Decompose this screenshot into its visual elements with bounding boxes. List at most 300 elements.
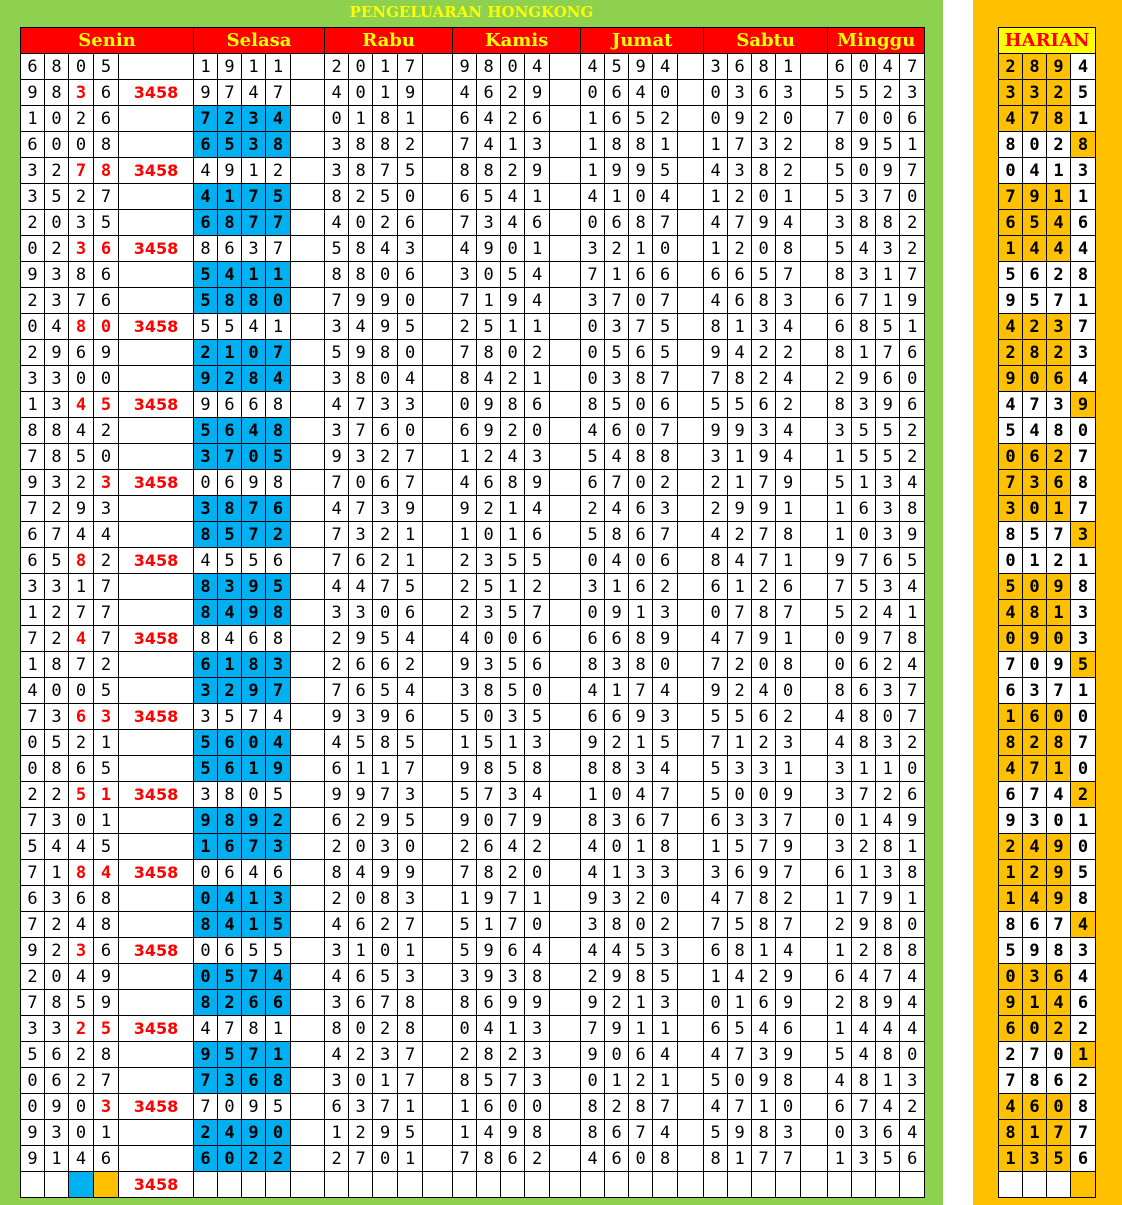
senin-label-cell (119, 340, 194, 366)
digit-cell: 8 (776, 1068, 801, 1094)
table-row (21, 990, 925, 1016)
digit-cell: 8 (728, 366, 752, 392)
spacer-cell (423, 626, 453, 652)
harian-digit-cell: 5 (1023, 210, 1047, 236)
digit-cell: 7 (373, 990, 398, 1016)
digit-cell: 9 (776, 990, 801, 1016)
harian-digit-cell: 0 (1023, 366, 1047, 392)
digit-cell: 0 (876, 106, 900, 132)
digit-cell: 6 (373, 652, 398, 678)
digit-cell: 6 (21, 548, 45, 574)
harian-digit-cell: 4 (1071, 366, 1096, 392)
digit-cell (453, 1172, 477, 1198)
spacer-cell (423, 860, 453, 886)
digit-cell: 4 (325, 392, 349, 418)
digit-cell: 9 (704, 678, 728, 704)
digit-cell: 0 (373, 938, 398, 964)
digit-cell: 3 (398, 236, 423, 262)
digit-cell: 8 (94, 912, 119, 938)
senin-label-cell (119, 496, 194, 522)
digit-cell: 4 (501, 444, 525, 470)
digit-cell: 9 (828, 548, 852, 574)
digit-cell: 6 (653, 262, 678, 288)
digit-cell: 7 (752, 548, 776, 574)
digit-cell: 9 (94, 340, 119, 366)
digit-cell: 1 (398, 548, 423, 574)
digit-cell: 2 (653, 106, 678, 132)
senin-label-cell (119, 210, 194, 236)
digit-cell (852, 1172, 876, 1198)
digit-cell: 6 (45, 1068, 69, 1094)
digit-cell: 8 (45, 54, 69, 80)
digit-cell: 9 (194, 1042, 218, 1068)
spacer-cell (423, 964, 453, 990)
harian-digit-cell: 6 (999, 782, 1023, 808)
digit-cell: 2 (373, 912, 398, 938)
digit-cell: 4 (373, 236, 398, 262)
digit-cell: 8 (398, 1016, 423, 1042)
digit-cell: 1 (776, 626, 801, 652)
digit-cell: 7 (629, 678, 653, 704)
digit-cell: 9 (704, 340, 728, 366)
digit-cell: 2 (605, 990, 629, 1016)
harian-digit-cell: 8 (1047, 106, 1071, 132)
spacer-cell (550, 652, 581, 678)
digit-cell: 7 (453, 132, 477, 158)
digit-cell: 2 (266, 1146, 291, 1172)
senin-label-cell: 3458 (119, 236, 194, 262)
digit-cell: 3 (581, 912, 605, 938)
digit-cell: 9 (605, 1016, 629, 1042)
spacer-cell (801, 314, 828, 340)
digit-cell: 8 (477, 1042, 501, 1068)
digit-cell: 2 (900, 1094, 925, 1120)
senin-label-cell (119, 444, 194, 470)
table-row (21, 1016, 925, 1042)
spacer-cell (423, 392, 453, 418)
digit-cell: 8 (218, 808, 242, 834)
harian-digit-cell: 8 (1047, 938, 1071, 964)
spacer-cell (291, 600, 325, 626)
spacer-cell (550, 496, 581, 522)
digit-cell: 4 (325, 574, 349, 600)
digit-cell: 0 (218, 1094, 242, 1120)
digit-cell: 2 (373, 444, 398, 470)
digit-cell: 8 (629, 652, 653, 678)
digit-cell: 2 (501, 80, 525, 106)
digit-cell: 3 (242, 236, 266, 262)
day-header-senin: Senin (21, 28, 194, 54)
harian-digit-cell: 3 (999, 80, 1023, 106)
digit-cell: 4 (525, 782, 550, 808)
digit-cell: 3 (453, 262, 477, 288)
harian-row (999, 184, 1096, 210)
digit-cell: 4 (629, 80, 653, 106)
digit-cell: 8 (453, 1068, 477, 1094)
harian-row (999, 158, 1096, 184)
digit-cell: 1 (852, 860, 876, 886)
digit-cell (21, 1172, 45, 1198)
digit-cell: 1 (828, 938, 852, 964)
digit-cell: 4 (69, 1146, 94, 1172)
digit-cell: 8 (398, 990, 423, 1016)
digit-cell: 4 (900, 470, 925, 496)
harian-digit-cell: 4 (1023, 418, 1047, 444)
digit-cell: 3 (852, 392, 876, 418)
digit-cell: 2 (21, 210, 45, 236)
digit-cell: 5 (94, 834, 119, 860)
digit-cell: 0 (629, 418, 653, 444)
harian-digit-cell: 6 (1023, 912, 1047, 938)
harian-digit-cell: 7 (1071, 496, 1096, 522)
digit-cell: 1 (501, 522, 525, 548)
digit-cell: 9 (349, 288, 373, 314)
digit-cell: 2 (728, 652, 752, 678)
digit-cell: 0 (752, 652, 776, 678)
digit-cell: 8 (629, 210, 653, 236)
digit-cell: 1 (373, 54, 398, 80)
digit-cell: 3 (501, 782, 525, 808)
spacer-cell (678, 158, 704, 184)
digit-cell: 4 (266, 964, 291, 990)
spacer-cell (801, 522, 828, 548)
spacer-cell (291, 860, 325, 886)
digit-cell: 2 (218, 990, 242, 1016)
day-header-minggu: Minggu (828, 28, 925, 54)
digit-cell: 1 (852, 470, 876, 496)
digit-cell: 5 (728, 912, 752, 938)
digit-cell: 6 (94, 938, 119, 964)
digit-cell: 5 (194, 314, 218, 340)
digit-cell: 6 (218, 938, 242, 964)
spacer-cell (550, 1068, 581, 1094)
harian-row (999, 1016, 1096, 1042)
spacer-cell (550, 1172, 581, 1198)
digit-cell: 2 (704, 470, 728, 496)
digit-cell: 5 (852, 418, 876, 444)
digit-cell: 6 (704, 1016, 728, 1042)
digit-cell: 6 (728, 288, 752, 314)
digit-cell: 7 (653, 366, 678, 392)
digit-cell: 3 (242, 132, 266, 158)
digit-cell: 6 (242, 1068, 266, 1094)
digit-cell: 9 (653, 626, 678, 652)
spacer-cell (291, 1068, 325, 1094)
digit-cell: 2 (605, 236, 629, 262)
digit-cell: 8 (501, 470, 525, 496)
table-row (21, 106, 925, 132)
digit-cell: 3 (94, 704, 119, 730)
digit-cell: 5 (876, 444, 900, 470)
digit-cell: 6 (876, 1120, 900, 1146)
harian-digit-cell: 7 (1023, 106, 1047, 132)
digit-cell: 6 (218, 834, 242, 860)
digit-cell: 4 (477, 132, 501, 158)
digit-cell: 1 (629, 990, 653, 1016)
digit-cell: 5 (266, 444, 291, 470)
digit-cell: 8 (852, 314, 876, 340)
harian-digit-cell: 9 (999, 366, 1023, 392)
digit-cell: 3 (605, 366, 629, 392)
digit-cell: 5 (398, 574, 423, 600)
digit-cell: 6 (398, 600, 423, 626)
digit-cell: 4 (218, 626, 242, 652)
spacer-cell (801, 418, 828, 444)
digit-cell: 6 (629, 808, 653, 834)
digit-cell: 2 (218, 366, 242, 392)
harian-digit-cell: 0 (1023, 496, 1047, 522)
digit-cell: 7 (776, 808, 801, 834)
digit-cell: 9 (728, 1120, 752, 1146)
harian-digit-cell: 4 (1023, 886, 1047, 912)
digit-cell: 9 (21, 1120, 45, 1146)
digit-cell: 1 (21, 652, 45, 678)
digit-cell: 4 (581, 860, 605, 886)
spacer-cell (550, 1120, 581, 1146)
harian-digit-cell: 1 (999, 704, 1023, 730)
table-row (21, 444, 925, 470)
harian-digit-cell: 2 (1047, 1016, 1071, 1042)
digit-cell: 0 (876, 704, 900, 730)
digit-cell: 0 (581, 314, 605, 340)
digit-cell: 4 (69, 834, 94, 860)
table-row (21, 340, 925, 366)
harian-digit-cell: 6 (999, 210, 1023, 236)
digit-cell: 5 (218, 132, 242, 158)
harian-digit-cell: 3 (1023, 470, 1047, 496)
digit-cell: 4 (453, 470, 477, 496)
harian-row (999, 652, 1096, 678)
digit-cell: 5 (704, 704, 728, 730)
digit-cell: 6 (525, 626, 550, 652)
harian-digit-cell: 3 (1071, 522, 1096, 548)
digit-cell: 1 (728, 1146, 752, 1172)
harian-digit-cell: 6 (1047, 1068, 1071, 1094)
spacer-cell (801, 730, 828, 756)
digit-cell: 7 (194, 1094, 218, 1120)
digit-cell: 6 (242, 990, 266, 1016)
digit-cell: 6 (704, 574, 728, 600)
digit-cell: 0 (453, 392, 477, 418)
digit-cell: 6 (266, 990, 291, 1016)
harian-row (999, 522, 1096, 548)
digit-cell: 1 (704, 236, 728, 262)
digit-cell: 7 (21, 444, 45, 470)
digit-cell: 2 (325, 652, 349, 678)
digit-cell: 4 (501, 834, 525, 860)
digit-cell: 6 (349, 990, 373, 1016)
spacer-cell (801, 600, 828, 626)
digit-cell: 0 (477, 262, 501, 288)
digit-cell: 8 (242, 652, 266, 678)
digit-cell (477, 1172, 501, 1198)
digit-cell: 4 (900, 990, 925, 1016)
digit-cell: 5 (45, 730, 69, 756)
digit-cell: 9 (477, 418, 501, 444)
digit-cell: 0 (349, 470, 373, 496)
spacer-cell (678, 704, 704, 730)
spacer-cell (291, 938, 325, 964)
digit-cell: 4 (242, 314, 266, 340)
digit-cell: 7 (21, 808, 45, 834)
digit-cell: 7 (242, 184, 266, 210)
digit-cell: 5 (398, 314, 423, 340)
digit-cell: 8 (194, 236, 218, 262)
digit-cell: 4 (581, 678, 605, 704)
harian-digit-cell: 1 (1047, 600, 1071, 626)
digit-cell: 2 (398, 132, 423, 158)
digit-cell: 2 (776, 392, 801, 418)
digit-cell: 8 (325, 184, 349, 210)
digit-cell: 3 (525, 1016, 550, 1042)
digit-cell: 1 (398, 1094, 423, 1120)
digit-cell: 7 (349, 496, 373, 522)
harian-row (999, 912, 1096, 938)
digit-cell: 9 (501, 990, 525, 1016)
digit-cell: 5 (581, 522, 605, 548)
digit-cell: 4 (325, 1042, 349, 1068)
harian-digit-cell: 0 (1071, 704, 1096, 730)
senin-label-cell (119, 600, 194, 626)
digit-cell: 1 (629, 236, 653, 262)
senin-label-cell: 3458 (119, 80, 194, 106)
digit-cell: 8 (900, 496, 925, 522)
digit-cell: 7 (605, 470, 629, 496)
digit-cell: 0 (477, 704, 501, 730)
spacer-cell (423, 1042, 453, 1068)
digit-cell: 3 (194, 444, 218, 470)
digit-cell: 9 (94, 990, 119, 1016)
digit-cell: 9 (581, 730, 605, 756)
harian-digit-cell: 1 (1023, 1120, 1047, 1146)
digit-cell: 4 (194, 1016, 218, 1042)
digit-cell: 7 (373, 782, 398, 808)
digit-cell: 3 (218, 574, 242, 600)
digit-cell: 4 (876, 1016, 900, 1042)
spacer-cell (678, 860, 704, 886)
digit-cell: 8 (704, 548, 728, 574)
digit-cell: 0 (373, 366, 398, 392)
digit-cell: 8 (266, 470, 291, 496)
digit-cell: 7 (218, 444, 242, 470)
digit-cell: 4 (194, 184, 218, 210)
harian-digit-cell: 2 (1071, 1068, 1096, 1094)
digit-cell: 7 (325, 678, 349, 704)
harian-digit-cell (1023, 1172, 1047, 1198)
day-header-selasa: Selasa (194, 28, 325, 54)
digit-cell: 9 (453, 496, 477, 522)
digit-cell: 8 (704, 1146, 728, 1172)
spacer-cell (550, 704, 581, 730)
digit-cell: 4 (218, 886, 242, 912)
digit-cell: 3 (325, 938, 349, 964)
digit-cell: 8 (94, 886, 119, 912)
digit-cell: 8 (876, 834, 900, 860)
digit-cell: 3 (900, 80, 925, 106)
digit-cell: 2 (69, 1042, 94, 1068)
digit-cell: 9 (525, 808, 550, 834)
digit-cell: 3 (21, 1016, 45, 1042)
digit-cell: 9 (525, 80, 550, 106)
digit-cell: 6 (218, 392, 242, 418)
digit-cell: 5 (605, 340, 629, 366)
digit-cell: 9 (525, 990, 550, 1016)
digit-cell: 8 (242, 366, 266, 392)
digit-cell: 7 (776, 1146, 801, 1172)
harian-row (999, 808, 1096, 834)
digit-cell: 6 (325, 756, 349, 782)
table-row (21, 314, 925, 340)
harian-digit-cell: 5 (1023, 288, 1047, 314)
digit-cell: 9 (21, 470, 45, 496)
digit-cell: 1 (218, 184, 242, 210)
digit-cell: 9 (876, 886, 900, 912)
harian-digit-cell: 0 (1071, 418, 1096, 444)
digit-cell: 3 (69, 210, 94, 236)
digit-cell: 1 (525, 366, 550, 392)
digit-cell: 7 (242, 1042, 266, 1068)
digit-cell: 4 (525, 288, 550, 314)
spacer-cell (550, 262, 581, 288)
senin-label-cell (119, 678, 194, 704)
digit-cell: 8 (477, 54, 501, 80)
digit-cell: 3 (728, 756, 752, 782)
digit-cell: 6 (525, 522, 550, 548)
spacer-cell (678, 912, 704, 938)
digit-cell: 3 (900, 1068, 925, 1094)
spacer-cell (550, 340, 581, 366)
harian-digit-cell: 7 (1071, 314, 1096, 340)
harian-digit-cell: 2 (999, 834, 1023, 860)
digit-cell (45, 1172, 69, 1198)
spacer-cell (423, 418, 453, 444)
spacer-cell (801, 1172, 828, 1198)
digit-cell: 3 (349, 704, 373, 730)
digit-cell: 6 (605, 1120, 629, 1146)
digit-cell: 2 (629, 1068, 653, 1094)
digit-cell: 8 (94, 158, 119, 184)
digit-cell: 4 (581, 418, 605, 444)
harian-digit-cell: 7 (1071, 730, 1096, 756)
spacer-cell (291, 704, 325, 730)
harian-row (999, 1120, 1096, 1146)
digit-cell: 2 (525, 834, 550, 860)
digit-cell: 8 (218, 782, 242, 808)
digit-cell: 6 (728, 860, 752, 886)
digit-cell: 4 (605, 938, 629, 964)
digit-cell: 4 (242, 418, 266, 444)
digit-cell: 4 (653, 678, 678, 704)
harian-digit-cell: 4 (1047, 210, 1071, 236)
harian-digit-cell: 2 (1047, 132, 1071, 158)
harian-digit-cell: 6 (1047, 964, 1071, 990)
digit-cell: 6 (900, 1146, 925, 1172)
digit-cell: 3 (266, 652, 291, 678)
spacer-cell (423, 678, 453, 704)
harian-digit-cell: 2 (1023, 314, 1047, 340)
harian-digit-cell: 3 (1023, 1146, 1047, 1172)
digit-cell: 5 (653, 730, 678, 756)
digit-cell: 8 (653, 1146, 678, 1172)
digit-cell: 4 (325, 210, 349, 236)
spacer-cell (801, 1042, 828, 1068)
spacer-cell (423, 314, 453, 340)
spacer-cell (678, 236, 704, 262)
digit-cell: 4 (453, 626, 477, 652)
digit-cell: 0 (581, 80, 605, 106)
harian-digit-cell: 4 (1023, 158, 1047, 184)
harian-row (999, 964, 1096, 990)
